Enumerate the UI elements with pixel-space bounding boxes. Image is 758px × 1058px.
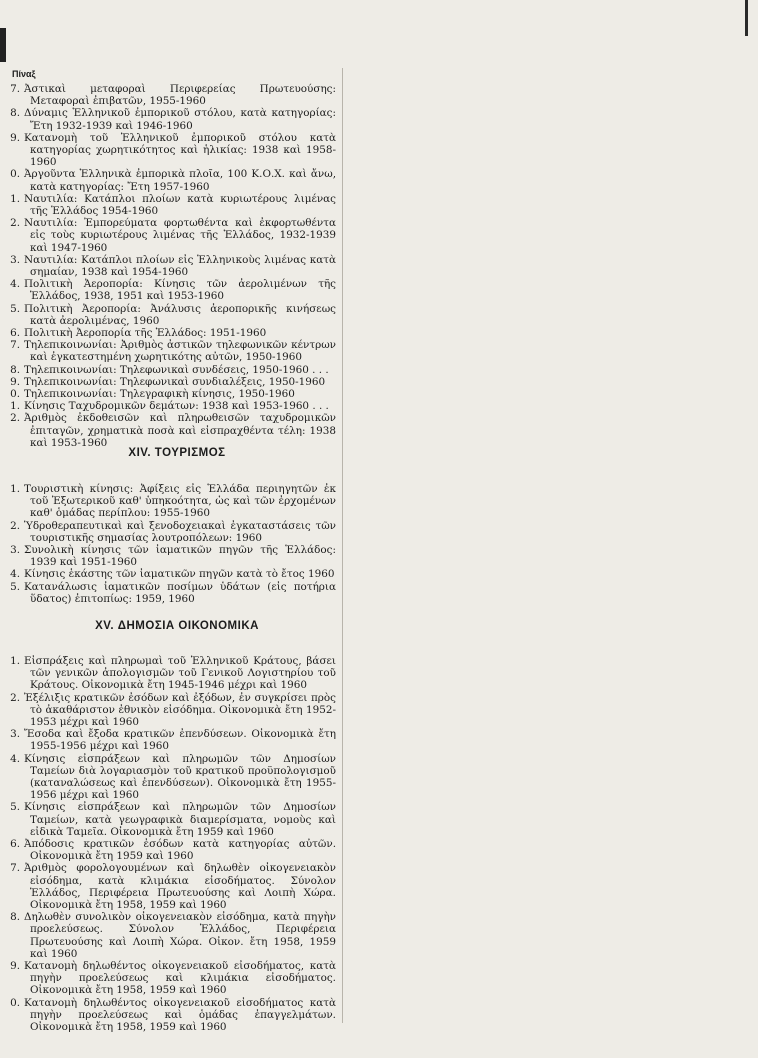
list-item: 4. Κίνησις εἰσπράξεων καὶ πληρωμῶν τῶν Δημοσίων Ταμείων διὰ λογαριασμὸν τοῦ κρατικοῦ προϋπολογισμοῦ (καταναλώσεως καὶ ἐπενδύσεων). Οἰκονομικὰ ἔτη 1955-1956 μέχρι καὶ 1960 [10,752,336,802]
list-item: 9. Τηλεπικοινωνίαι: Τηλεφωνικαὶ συνδιαλέξεις, 1950-1960 [10,375,326,388]
list-item: 8. Δηλωθὲν συνολικὸν οἰκογενειακὸν εἰσόδημα, κατὰ πηγὴν προελεύσεως. Σύνολον Ἑλλάδος, Περιφέρεια Πρωτευούσης καὶ Λοιπὴ Χώρα. Οἰκον. ἔτη 1958, 1959 καὶ 1960 [10,911,336,960]
scan-edge-mark [0,28,6,62]
list-item: 0. Τηλεπικοινωνίαι: Τηλεγραφικὴ κίνησις, 1950-1960 [10,388,295,401]
list-item: 0. Ἀργοῦντα Ἑλληνικὰ ἐμπορικὰ πλοῖα, 100 Κ.Ο.Χ. καὶ ἄνω, κατὰ κατηγορίας: Ἔτη 1957-1960 [10,168,336,193]
list-item: 4. Κίνησις ἑκάστης τῶν ἰαματικῶν πηγῶν κατὰ τὸ ἔτος 1960 [10,568,335,581]
list-item: 2. Ἀριθμὸς ἐκδοθεισῶν καὶ πληρωθεισῶν ταχυδρομικῶν ἐπιταγῶν, χρηματικὰ ποσὰ καὶ εἰσπραχθέντα τέλη: 1938 καὶ 1953-1960 [10,412,336,449]
list-item: 9. Κατανομὴ τοῦ Ἑλληνικοῦ ἐμπορικοῦ στόλου κατὰ κατηγορίας χωρητικότητος καὶ ἡλικίας: 1938 καὶ 1958-1960 [10,131,336,169]
list-item: 6. Ἀπόδοσις κρατικῶν ἐσόδων κατὰ κατηγορίας αὐτῶν. Οἰκονομικὰ ἔτη 1959 καὶ 1960 [10,838,336,863]
section-heading-public-finance: XV. ΔΗΜΟΣΙΑ ΟΙΚΟΝΟΜΙΚΑ [95,620,259,632]
list-item: 1. Ναυτιλία: Κατάπλοι πλοίων κατὰ κυριωτέρους λιμένας τῆς Ἑλλάδος 1954-1960 [10,192,336,218]
section-transport-list [0,83,342,449]
list-item: 8. Δύναμις Ἑλληνικοῦ ἐμπορικοῦ στόλου, κατὰ κατηγορίας: Ἔτη 1932-1939 καὶ 1946-1960 [10,107,336,132]
list-item: 2. Ὑδροθεραπευτικαὶ καὶ ξενοδοχειακαὶ ἐγκαταστάσεις τῶν τουριστικῆς σημασίας λουτροπόλεων: 1960 [10,519,336,544]
list-item: 5. Πολιτικὴ Ἀεροπορία: Ἀνάλυσις ἀεροπορικῆς κινήσεως κατὰ ἀερολιμένας, 1960 [10,302,336,327]
running-header: Πίναξ [12,69,36,79]
list-item: 1. Εἰσπράξεις καὶ πληρωμαὶ τοῦ Ἑλληνικοῦ Κράτους, βάσει τῶν γενικῶν ἀπολογισμῶν τοῦ Γενικοῦ Λογιστηρίου τοῦ Κράτους. Οἰκονομικὰ ἔτη 1945-1946 μέχρι καὶ 1960 [10,655,336,692]
list-item: 6. Πολιτικὴ Ἀεροπορία τῆς Ἑλλάδος: 1951-1960 [10,327,267,340]
list-item: 1. Κίνησις Ταχυδρομικῶν δεμάτων: 1938 καὶ 1953-1960 . . . [10,400,329,413]
section-tourism-list [0,483,342,605]
list-item: 8. Τηλεπικοινωνίαι: Τηλεφωνικαὶ συνδέσεις, 1950-1960 . . . [10,363,329,376]
list-item: 3. Ἔσοδα καὶ ἔξοδα κρατικῶν ἐπενδύσεων. Οἰκονομικὰ ἔτη 1955-1956 μέχρι καὶ 1960 [10,728,336,753]
list-item: 2. Ναυτιλία: Ἐμπορεύματα φορτωθέντα καὶ ἐκφορτωθέντα εἰς τοὺς κυριωτέρους λιμένας τῆς Ἑλλάδος, 1932-1939 καὶ 1947-1960 [10,217,336,254]
list-item: 7. Ἀριθμὸς φορολογουμένων καὶ δηλωθὲν οἰκογενειακὸν εἰσόδημα, κατὰ κλιμάκια εἰσοδήματος. Σύνολον Ἑλλάδος, Περιφέρεια Πρωτευούσης καὶ Λοιπὴ Χώρα. Οἰκονομικὰ ἔτη 1958, 1959 καὶ 1960 [10,862,336,912]
list-item: 7. Ἀστικαὶ μεταφοραὶ Περιφερείας Πρωτευούσης: Μεταφοραὶ ἐπιβατῶν, 1955-1960 [10,83,336,108]
section-heading-tourism: XIV. ΤΟΥΡΙΣΜΟΣ [128,447,226,459]
list-item: 7. Τηλεπικοινωνίαι: Ἀριθμὸς ἀστικῶν τηλεφωνικῶν κέντρων καὶ ἐγκατεστημένη χωρητικότης αὐτῶν, 1950-1960 [10,339,336,364]
section-finance-list [0,655,342,1033]
list-item: 3. Ναυτιλία: Κατάπλοι πλοίων εἰς Ἑλληνικοὺς λιμένας κατὰ σημαίαν, 1938 καὶ 1954-1960 [10,253,336,279]
column-divider [342,68,343,1023]
list-item: 4. Πολιτικὴ Ἀεροπορία: Κίνησις τῶν ἀερολιμένων τῆς Ἑλλάδος, 1938, 1951 καὶ 1953-1960 [10,278,336,303]
list-item: 0. Κατανομὴ δηλωθέντος οἰκογενειακοῦ εἰσοδήματος κατὰ πηγὴν προελεύσεως καὶ ὁμάδας ἐπαγγελμάτων. Οἰκονομικὰ ἔτη 1958, 1959 καὶ 1960 [10,996,336,1034]
list-item: 5. Κατανάλωσις ἰαματικῶν ποσίμων ὑδάτων (εἰς ποτήρια ὕδατος) ἐπιτοπίως: 1959, 1960 [10,580,336,605]
list-item: 2. Ἐξέλιξις κρατικῶν ἐσόδων καὶ ἐξόδων, ἐν συγκρίσει πρὸς τὸ ἀκαθάριστον ἐθνικὸν εἰσόδημα. Οἰκονομικὰ ἔτη 1952-1953 μέχρι καὶ 1960 [10,691,336,729]
list-item: 9. Κατανομὴ δηλωθέντος οἰκογενειακοῦ εἰσοδήματος, κατὰ πηγὴν προελεύσεως καὶ κλιμάκια εἰσοδήματος. Οἰκονομικὰ ἔτη 1958, 1959 καὶ 1960 [10,960,336,997]
list-item: 5. Κίνησις εἰσπράξεων καὶ πληρωμῶν τῶν Δημοσίων Ταμείων, κατὰ γεωγραφικὰ διαμερίσματα, νομοὺς καὶ εἰδικὰ Ταμεῖα. Οἰκονομικὰ ἔτη 1959 καὶ 1960 [10,801,336,838]
list-item: 1. Τουριστικὴ κίνησις: Ἀφίξεις εἰς Ἑλλάδα περιηγητῶν ἐκ τοῦ Ἐξωτερικοῦ καθ' ὑπηκοότητα, ὡς καὶ τῶν ἐρχομένων καθ' ὁμάδας περίπλου: 1955-1960 [10,483,336,520]
list-item: 3. Συνολικὴ κίνησις τῶν ἰαματικῶν πηγῶν τῆς Ἑλλάδος: 1939 καὶ 1951-1960 [10,544,336,569]
scan-edge-mark-right [745,0,748,36]
